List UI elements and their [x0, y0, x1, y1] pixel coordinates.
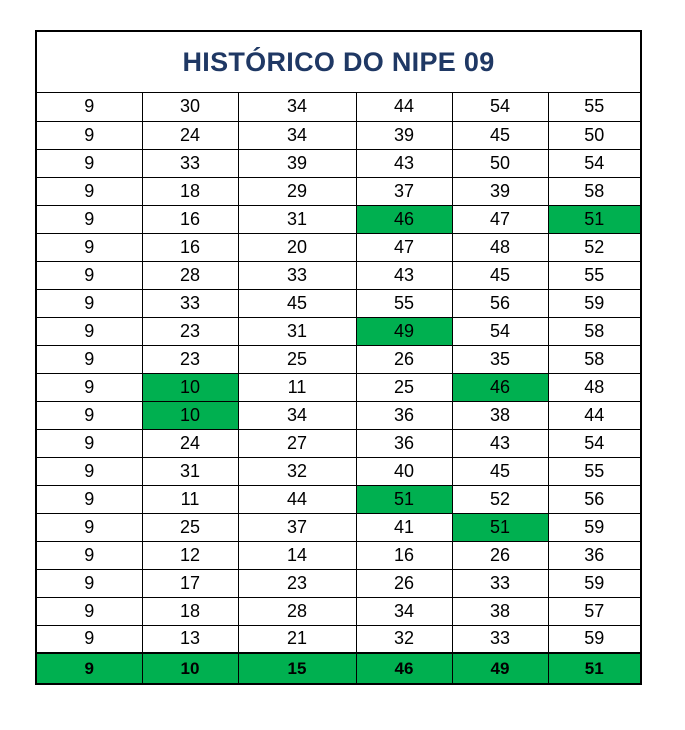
- table-cell: 43: [356, 261, 452, 289]
- table-cell: 9: [37, 597, 142, 625]
- table-cell: 9: [37, 261, 142, 289]
- summary-cell: 10: [142, 653, 238, 683]
- table-cell: 50: [548, 121, 640, 149]
- table-cell: 55: [356, 289, 452, 317]
- table-row: [37, 373, 640, 401]
- history-table-container: [35, 30, 642, 685]
- table-cell: 58: [548, 317, 640, 345]
- table-cell: 56: [452, 289, 548, 317]
- table-cell: 18: [142, 597, 238, 625]
- table-cell: 20: [238, 233, 356, 261]
- table-cell: 9: [37, 233, 142, 261]
- table-cell: 23: [142, 345, 238, 373]
- table-row: [37, 401, 640, 429]
- table-cell: 16: [356, 541, 452, 569]
- table-cell: 13: [142, 625, 238, 653]
- table-cell: 32: [238, 457, 356, 485]
- table-cell: 9: [37, 317, 142, 345]
- table-cell: 26: [356, 569, 452, 597]
- table-cell: 47: [356, 233, 452, 261]
- table-cell: 28: [238, 597, 356, 625]
- table-row: [37, 149, 640, 177]
- table-cell: 45: [452, 261, 548, 289]
- summary-cell: 15: [238, 653, 356, 683]
- table-cell: 38: [452, 401, 548, 429]
- table-cell: 30: [142, 93, 238, 121]
- table-cell: 44: [548, 401, 640, 429]
- table-cell: 36: [548, 541, 640, 569]
- summary-cell: 51: [548, 653, 640, 683]
- table-cell: 50: [452, 149, 548, 177]
- table-cell: 23: [142, 317, 238, 345]
- table-cell: 56: [548, 485, 640, 513]
- table-cell: 34: [356, 597, 452, 625]
- table-cell: 51: [356, 485, 452, 513]
- table-cell: 9: [37, 149, 142, 177]
- table-cell: 51: [548, 205, 640, 233]
- table-cell: 33: [142, 289, 238, 317]
- summary-cell: 9: [37, 653, 142, 683]
- table-cell: 11: [142, 485, 238, 513]
- table-title: HISTÓRICO DO NIPE 09: [37, 32, 640, 93]
- table-cell: 26: [356, 345, 452, 373]
- table-cell: 57: [548, 597, 640, 625]
- table-cell: 25: [356, 373, 452, 401]
- table-cell: 9: [37, 569, 142, 597]
- table-cell: 31: [238, 317, 356, 345]
- table-cell: 9: [37, 177, 142, 205]
- table-cell: 55: [548, 457, 640, 485]
- table-cell: 34: [238, 121, 356, 149]
- table-row: [37, 121, 640, 149]
- table-cell: 39: [452, 177, 548, 205]
- table-cell: 43: [452, 429, 548, 457]
- table-cell: 58: [548, 177, 640, 205]
- table-cell: 32: [356, 625, 452, 653]
- table-cell: 59: [548, 289, 640, 317]
- table-cell: 36: [356, 429, 452, 457]
- table-cell: 18: [142, 177, 238, 205]
- table-cell: 10: [142, 373, 238, 401]
- table-cell: 9: [37, 541, 142, 569]
- table-cell: 59: [548, 569, 640, 597]
- table-row: [37, 569, 640, 597]
- table-cell: 48: [548, 373, 640, 401]
- table-cell: 37: [356, 177, 452, 205]
- table-cell: 45: [452, 121, 548, 149]
- table-cell: 41: [356, 513, 452, 541]
- table-cell: 31: [142, 457, 238, 485]
- table-row: [37, 345, 640, 373]
- table-cell: 39: [238, 149, 356, 177]
- table-row: [37, 513, 640, 541]
- table-cell: 35: [452, 345, 548, 373]
- table-cell: 49: [356, 317, 452, 345]
- table-row: [37, 625, 640, 653]
- table-cell: 38: [452, 597, 548, 625]
- table-cell: 9: [37, 513, 142, 541]
- table-cell: 9: [37, 429, 142, 457]
- table-cell: 47: [452, 205, 548, 233]
- summary-cell: 49: [452, 653, 548, 683]
- table-cell: 28: [142, 261, 238, 289]
- table-row: [37, 205, 640, 233]
- table-cell: 25: [238, 345, 356, 373]
- table-cell: 54: [548, 429, 640, 457]
- table-cell: 9: [37, 457, 142, 485]
- table-cell: 59: [548, 625, 640, 653]
- table-cell: 24: [142, 429, 238, 457]
- table-cell: 46: [452, 373, 548, 401]
- table-cell: 40: [356, 457, 452, 485]
- table-cell: 33: [142, 149, 238, 177]
- table-cell: 34: [238, 93, 356, 121]
- table-row: [37, 233, 640, 261]
- table-row: [37, 597, 640, 625]
- table-cell: 23: [238, 569, 356, 597]
- table-cell: 36: [356, 401, 452, 429]
- table-row: [37, 457, 640, 485]
- table-cell: 11: [238, 373, 356, 401]
- table-row: [37, 93, 640, 121]
- table-cell: 58: [548, 345, 640, 373]
- table-row: [37, 541, 640, 569]
- table-cell: 54: [548, 149, 640, 177]
- summary-cell: 46: [356, 653, 452, 683]
- table-row: [37, 429, 640, 457]
- table-cell: 33: [238, 261, 356, 289]
- table-cell: 33: [452, 625, 548, 653]
- table-cell: 9: [37, 373, 142, 401]
- table-cell: 9: [37, 345, 142, 373]
- table-cell: 33: [452, 569, 548, 597]
- summary-row: [37, 653, 640, 683]
- table-cell: 14: [238, 541, 356, 569]
- table-cell: 51: [452, 513, 548, 541]
- table-cell: 54: [452, 93, 548, 121]
- table-cell: 34: [238, 401, 356, 429]
- table-row: [37, 485, 640, 513]
- table-cell: 12: [142, 541, 238, 569]
- table-cell: 10: [142, 401, 238, 429]
- table-cell: 9: [37, 121, 142, 149]
- table-cell: 29: [238, 177, 356, 205]
- table-cell: 9: [37, 205, 142, 233]
- table-cell: 26: [452, 541, 548, 569]
- table-row: [37, 289, 640, 317]
- table-cell: 25: [142, 513, 238, 541]
- table-cell: 59: [548, 513, 640, 541]
- table-cell: 45: [452, 457, 548, 485]
- table-cell: 9: [37, 289, 142, 317]
- table-cell: 52: [452, 485, 548, 513]
- table-cell: 46: [356, 205, 452, 233]
- table-cell: 44: [356, 93, 452, 121]
- table-cell: 24: [142, 121, 238, 149]
- table-cell: 9: [37, 401, 142, 429]
- table-cell: 9: [37, 93, 142, 121]
- table-cell: 55: [548, 93, 640, 121]
- table-cell: 31: [238, 205, 356, 233]
- table-cell: 39: [356, 121, 452, 149]
- table-cell: 52: [548, 233, 640, 261]
- table-cell: 37: [238, 513, 356, 541]
- table-cell: 54: [452, 317, 548, 345]
- table-cell: 17: [142, 569, 238, 597]
- table-cell: 16: [142, 233, 238, 261]
- table-cell: 44: [238, 485, 356, 513]
- table-cell: 27: [238, 429, 356, 457]
- history-table: [37, 93, 640, 683]
- table-row: [37, 317, 640, 345]
- table-cell: 21: [238, 625, 356, 653]
- table-cell: 9: [37, 485, 142, 513]
- table-cell: 55: [548, 261, 640, 289]
- table-cell: 9: [37, 625, 142, 653]
- table-cell: 48: [452, 233, 548, 261]
- table-cell: 16: [142, 205, 238, 233]
- table-row: [37, 177, 640, 205]
- table-cell: 43: [356, 149, 452, 177]
- table-row: [37, 261, 640, 289]
- table-cell: 45: [238, 289, 356, 317]
